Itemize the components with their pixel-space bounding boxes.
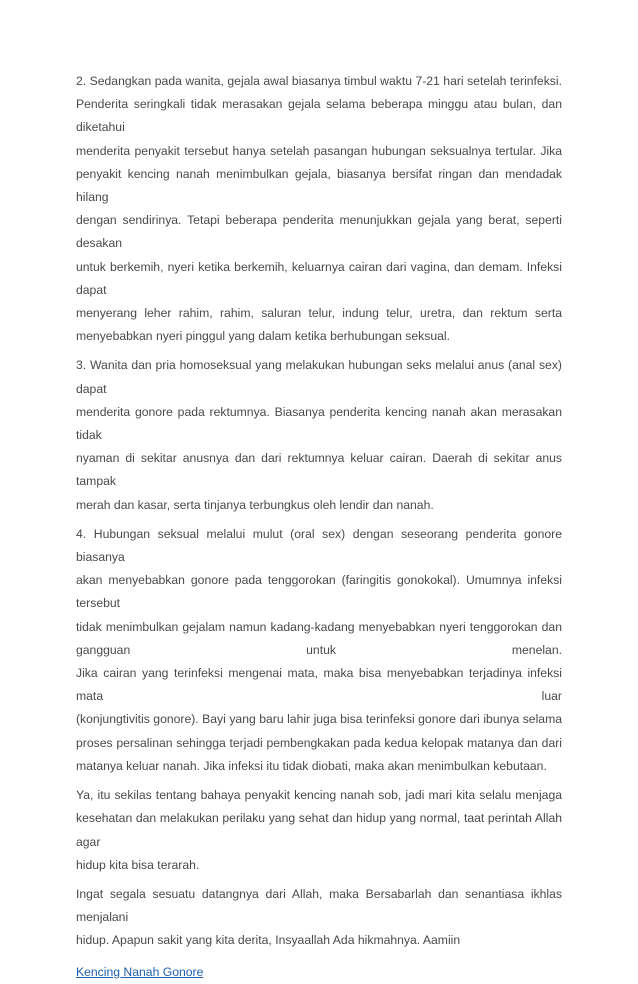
text-line: hidup kita bisa terarah. — [76, 857, 200, 872]
text-line: proses persalinan sehingga terjadi pembengkakan pada kedua kelopak matanya dan dari — [76, 735, 562, 750]
text-line: tidak menimbulkan gejalam namun kadang-kadang menyebabkan nyeri tenggorokan dan — [76, 619, 562, 634]
text-line: merah dan kasar, serta tinjanya terbungkus oleh lendir dan nanah. — [76, 497, 434, 512]
paragraph-anal-sex — [76, 354, 562, 516]
text-line: menderita penyakit tersebut hanya setelah pasangan hubungan seksualnya tertular. Jika — [76, 143, 562, 158]
text-line: 2. Sedangkan pada wanita, gejala awal biasanya timbul waktu 7-21 hari setelah terinfeksi. — [76, 74, 562, 88]
text-line: Ya, itu sekilas tentang bahaya penyakit kencing nanah sob, jadi mari kita selalu menjaga — [76, 788, 562, 803]
text-line: nyaman di sekitar anusnya dan dari rektumnya keluar cairan. Daerah di sekitar anus tampak — [76, 451, 562, 489]
text-line: Penderita seringkali tidak merasakan gejala selama beberapa minggu atau bulan, dan diketahui — [76, 97, 562, 135]
text-line: 3. Wanita dan pria homoseksual yang melakukan hubungan seks melalui anus (anal sex) dapat — [76, 358, 562, 396]
text-line: menderita gonore pada rektumnya. Biasanya penderita kencing nanah akan merasakan tidak — [76, 404, 562, 443]
paragraph-closing — [76, 883, 562, 953]
text-line: gangguan untuk menelan. — [76, 642, 562, 657]
text-line: hidup. Apapun sakit yang kita derita, Insyaallah Ada hikmahnya. Aamiin — [76, 933, 461, 948]
text-line: matanya keluar nanah. Jika infeksi itu tidak diobati, maka akan menimbulkan kebutaan. — [76, 758, 547, 773]
text-line: menyebabkan nyeri pinggul yang dalam ketika berhubungan seksual. — [76, 329, 450, 344]
text-line: Ingat segala sesuatu datangnya dari Allah, maka Bersabarlah dan senantiasa ikhlas menjalani — [76, 886, 562, 925]
document-page — [76, 70, 562, 984]
text-line: untuk berkemih, nyeri ketika berkemih, keluarnya cairan dari vagina, dan demam. Infeksi dapat — [76, 259, 562, 297]
text-line: (konjungtivitis gonore). Bayi yang baru lahir juga bisa terinfeksi gonore dari ibunya selama — [76, 712, 562, 727]
paragraph-women-symptoms — [76, 70, 562, 348]
text-line: 4. Hubungan seksual melalui mulut (oral sex) dengan seseorang penderita gonore biasanya — [76, 526, 562, 565]
paragraph-summary — [76, 784, 562, 877]
text-line: Jika cairan yang terinfeksi mengenai mata, maka bisa menyebabkan terjadinya infeksi mata luar — [76, 666, 562, 704]
text-line: akan menyebabkan gonore pada tenggorokan (faringitis gonokokal). Umumnya infeksi tersebut — [76, 573, 562, 611]
text-line: dengan sendirinya. Tetapi beberapa penderita menunjukkan gejala yang berat, seperti desakan — [76, 213, 562, 251]
text-line: kesehatan dan melakukan perilaku yang sehat dan hidup yang normal, taat perintah Allah agar — [76, 811, 562, 849]
text-line: penyakit kencing nanah menimbulkan gejala, biasanya bersifat ringan dan mendadak hilang — [76, 166, 562, 205]
kencing-nanah-gonore-link[interactable]: Kencing Nanah Gonore — [76, 964, 204, 979]
paragraph-oral-sex — [76, 523, 562, 778]
text-line: menyerang leher rahim, rahim, saluran telur, indung telur, uretra, dan rektum serta — [76, 306, 562, 321]
